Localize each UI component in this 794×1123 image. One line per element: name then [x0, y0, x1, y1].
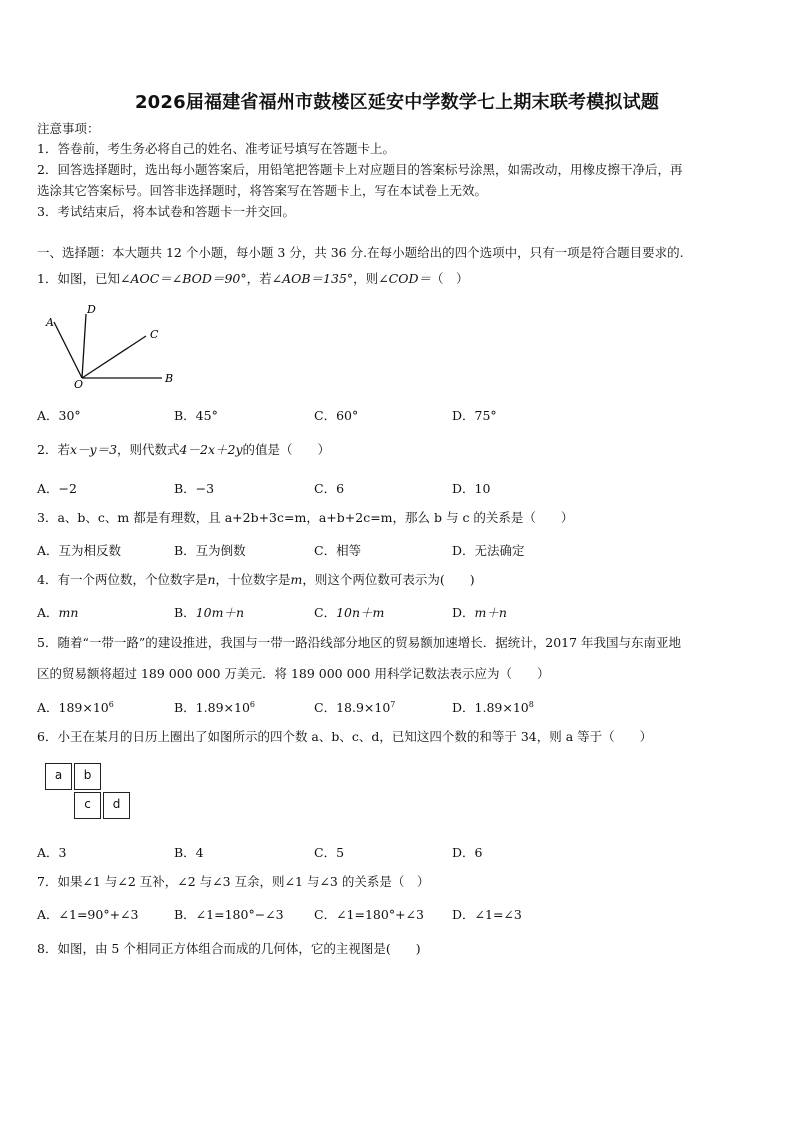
q1-expr2: ∠AOB＝135°: [271, 271, 354, 286]
question-3-options: [37, 541, 637, 557]
option-d[interactable]: D．∠1=∠3: [452, 907, 522, 922]
question-5-stem-line1: 5．随着“一带一路”的建设推进，我国与一带一路沿线部分地区的贸易额加速增长．据统计，2017 年我国与东南亚地: [37, 635, 682, 650]
q4-mid: ，十位数字是: [215, 572, 291, 587]
q2-expr1: x－y＝3: [69, 442, 118, 457]
calendar-figure: [45, 763, 135, 823]
option-expr: 10m＋n: [195, 605, 244, 620]
option-b[interactable]: B．−3: [174, 481, 215, 496]
label-B: B: [165, 372, 174, 385]
option-b[interactable]: [174, 698, 255, 716]
option-b[interactable]: B．4: [174, 845, 204, 860]
question-3-stem: 3．a、b、c、m 都是有理数，且 a+2b+3c=m，a+b+2c=m，那么 b 与 c 的关系是（ ）: [37, 510, 574, 525]
question-7-stem: 7．如果∠1 与∠2 互补，∠2 与∠3 互余，则∠1 与∠3 的关系是（ ）: [37, 874, 430, 889]
option-letter: C．: [314, 605, 337, 620]
option-a[interactable]: A．互为相反数: [37, 543, 122, 558]
option-d[interactable]: D．无法确定: [452, 543, 525, 558]
q4-suffix: ，则这个两位数可表示为( ): [302, 572, 475, 587]
option-expr: 10n＋m: [336, 605, 385, 620]
option-d[interactable]: D．6: [452, 845, 483, 860]
notice-item: 3．考试结束后，将本试卷和答题卡一并交回。: [37, 204, 295, 219]
option-expr: m＋n: [474, 605, 507, 620]
option-c[interactable]: [314, 698, 395, 716]
option-b[interactable]: B．互为倒数: [174, 543, 246, 558]
q2-mid: ，则代数式: [117, 442, 180, 457]
question-5-stem-line2: 区的贸易额将超过 189 000 000 万美元．将 189 000 000 用科学记数法表示应为（ ）: [37, 666, 550, 681]
option-text: C．18.9×10: [314, 700, 391, 715]
option-d[interactable]: [452, 603, 507, 621]
label-A: A: [46, 316, 54, 329]
ray-OC: [82, 336, 146, 378]
option-a[interactable]: [37, 603, 78, 621]
question-2-options: [37, 479, 637, 495]
q1-mid2: ，则: [353, 271, 379, 286]
option-d[interactable]: [452, 698, 534, 716]
q4-var1: n: [207, 572, 216, 587]
question-8-stem: 8．如图，由 5 个相同正方体组合而成的几何体，它的主视图是( ): [37, 941, 421, 956]
notice-item: 2．回答选择题时，选出每小题答案后，用铅笔把答题卡上对应题目的答案标号涂黑，如需改动，用橡皮擦干净后，再: [37, 162, 683, 177]
option-exponent: 6: [249, 700, 255, 709]
question-1-stem: [37, 271, 469, 287]
option-b[interactable]: [174, 603, 244, 621]
question-2-stem: [37, 442, 330, 458]
option-b[interactable]: B．∠1=180°−∠3: [174, 907, 284, 922]
angle-figure: [40, 300, 190, 390]
label-O: O: [74, 378, 84, 390]
notice-item: 1．答卷前，考生务必将自己的姓名、准考证号填写在答题卡上。: [37, 141, 395, 156]
notice-heading: 注意事项：: [37, 121, 100, 136]
option-a[interactable]: A．30°: [37, 408, 81, 423]
option-c[interactable]: C．60°: [314, 408, 359, 423]
option-c[interactable]: C．5: [314, 845, 345, 860]
q4-prefix: 4．有一个两位数，个位数字是: [37, 572, 208, 587]
q1-expr1: ∠AOC＝∠BOD＝90°: [119, 271, 247, 286]
section-heading: 一、选择题：本大题共 12 个小题，每小题 3 分，共 36 分.在每小题给出的四个选项中，只有一项是符合题目要求的.: [37, 245, 684, 260]
option-a[interactable]: [37, 698, 114, 716]
question-4-options: [37, 603, 637, 619]
option-exponent: 8: [528, 700, 534, 709]
ray-OA: [54, 322, 82, 378]
page-title: 2026届福建省福州市鼓楼区延安中学数学七上期末联考模拟试题: [134, 92, 660, 113]
question-7-options: [37, 905, 637, 921]
option-a[interactable]: A．−2: [37, 481, 77, 496]
option-d[interactable]: D．10: [452, 481, 491, 496]
option-letter: B．: [174, 605, 196, 620]
q1-prefix: 1．如图，已知: [37, 271, 120, 286]
option-exponent: 6: [108, 700, 114, 709]
option-b[interactable]: B．45°: [174, 408, 218, 423]
q4-var2: m: [290, 572, 303, 587]
question-6-stem: 6．小王在某月的日历上圈出了如图所示的四个数 a、b、c、d，已知这四个数的和等于 34，则 a 等于（ ）: [37, 729, 653, 744]
q2-suffix: 的值是（ ）: [242, 442, 331, 457]
q1-suffix: （ ）: [431, 271, 469, 286]
notice-item: 选涂其它答案标号。回答非选择题时，将答案写在答题卡上，写在本试卷上无效。: [37, 183, 488, 198]
option-text: B．1.89×10: [174, 700, 250, 715]
q2-prefix: 2．若: [37, 442, 70, 457]
option-expr: mn: [58, 605, 79, 620]
q2-expr2: 4－2x＋2y: [179, 442, 243, 457]
label-C: C: [150, 328, 159, 341]
ray-OD: [82, 314, 86, 378]
label-D: D: [87, 303, 96, 316]
option-c[interactable]: C．6: [314, 481, 345, 496]
option-letter: D．: [452, 605, 475, 620]
q1-mid: ，若: [246, 271, 272, 286]
option-text: D．1.89×10: [452, 700, 529, 715]
option-text: A．189×10: [37, 700, 109, 715]
cell-d: d: [103, 792, 130, 819]
option-letter: A．: [37, 605, 59, 620]
option-a[interactable]: A．∠1=90°+∠3: [37, 907, 139, 922]
option-d[interactable]: D．75°: [452, 408, 497, 423]
question-4-stem: [37, 572, 475, 588]
cell-b: b: [74, 763, 101, 790]
question-6-options: [37, 843, 637, 859]
question-5-options: [37, 698, 637, 714]
option-c[interactable]: [314, 603, 384, 621]
q1-expr3: ∠COD＝: [378, 271, 431, 286]
question-1-options: [37, 406, 637, 422]
cell-c: c: [74, 792, 101, 819]
option-exponent: 7: [390, 700, 396, 709]
option-a[interactable]: A．3: [37, 845, 67, 860]
option-c[interactable]: C．相等: [314, 543, 362, 558]
cell-a: a: [45, 763, 72, 790]
option-c[interactable]: C．∠1=180°+∠3: [314, 907, 424, 922]
